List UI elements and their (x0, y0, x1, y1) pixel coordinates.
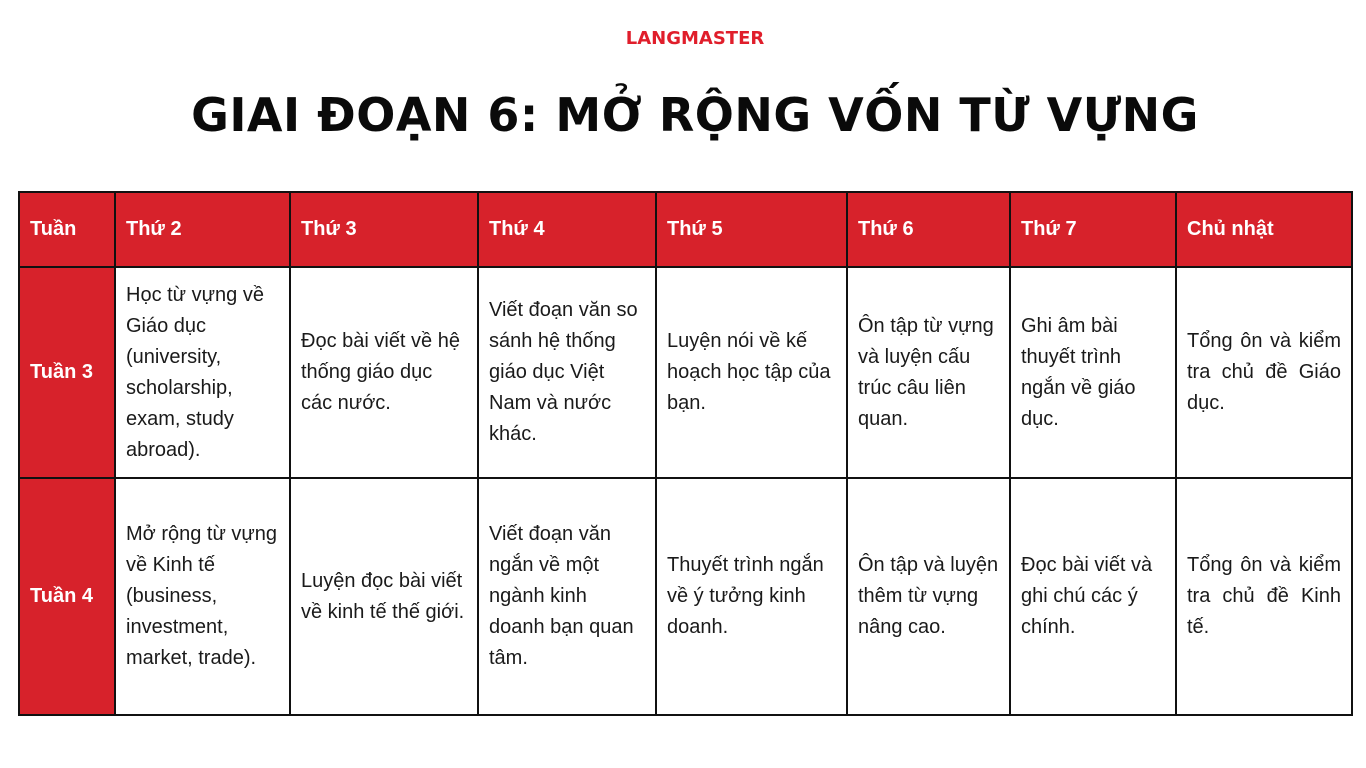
table-cell: Ôn tập và luyện thêm từ vựng nâng cao. (847, 478, 1010, 715)
table-cell: Mở rộng từ vựng về Kinh tế (business, investment, market, trade). (115, 478, 290, 715)
header-cell-week: Tuần (19, 192, 115, 267)
table-row (19, 267, 1352, 478)
header-cell-saturday: Thứ 7 (1010, 192, 1176, 267)
header-cell-thursday: Thứ 5 (656, 192, 847, 267)
table-cell: Tổng ôn và kiểm tra chủ đề Giáo dục. (1176, 267, 1352, 478)
row-week-label: Tuần 3 (19, 267, 115, 478)
header-cell-monday: Thứ 2 (115, 192, 290, 267)
table-cell: Luyện nói về kế hoạch học tập của bạn. (656, 267, 847, 478)
header-cell-sunday: Chủ nhật (1176, 192, 1352, 267)
table-cell: Ôn tập từ vựng và luyện cấu trúc câu liên quan. (847, 267, 1010, 478)
table-cell: Học từ vựng về Giáo dục (university, scholarship, exam, study abroad). (115, 267, 290, 478)
page-title: GIAI ĐOẠN 6: MỞ RỘNG VỐN TỪ VỰNG (191, 88, 1199, 142)
row-week-label: Tuần 4 (19, 478, 115, 715)
table-cell: Viết đoạn văn so sánh hệ thống giáo dục Việt Nam và nước khác. (478, 267, 656, 478)
table-cell: Tổng ôn và kiểm tra chủ đề Kinh tế. (1176, 478, 1352, 715)
table-cell: Thuyết trình ngắn về ý tưởng kinh doanh. (656, 478, 847, 715)
table-cell: Đọc bài viết về hệ thống giáo dục các nước. (290, 267, 478, 478)
table-cell: Đọc bài viết và ghi chú các ý chính. (1010, 478, 1176, 715)
study-plan-table (18, 191, 1353, 716)
brand-logo: LANGMASTER (625, 28, 765, 49)
header-cell-wednesday: Thứ 4 (478, 192, 656, 267)
table-cell: Luyện đọc bài viết về kinh tế thế giới. (290, 478, 478, 715)
header-cell-friday: Thứ 6 (847, 192, 1010, 267)
table-row (19, 478, 1352, 715)
table-cell: Ghi âm bài thuyết trình ngắn về giáo dục. (1010, 267, 1176, 478)
table-cell: Viết đoạn văn ngắn về một ngành kinh doanh bạn quan tâm. (478, 478, 656, 715)
header-cell-tuesday: Thứ 3 (290, 192, 478, 267)
table-header-row (19, 192, 1352, 267)
